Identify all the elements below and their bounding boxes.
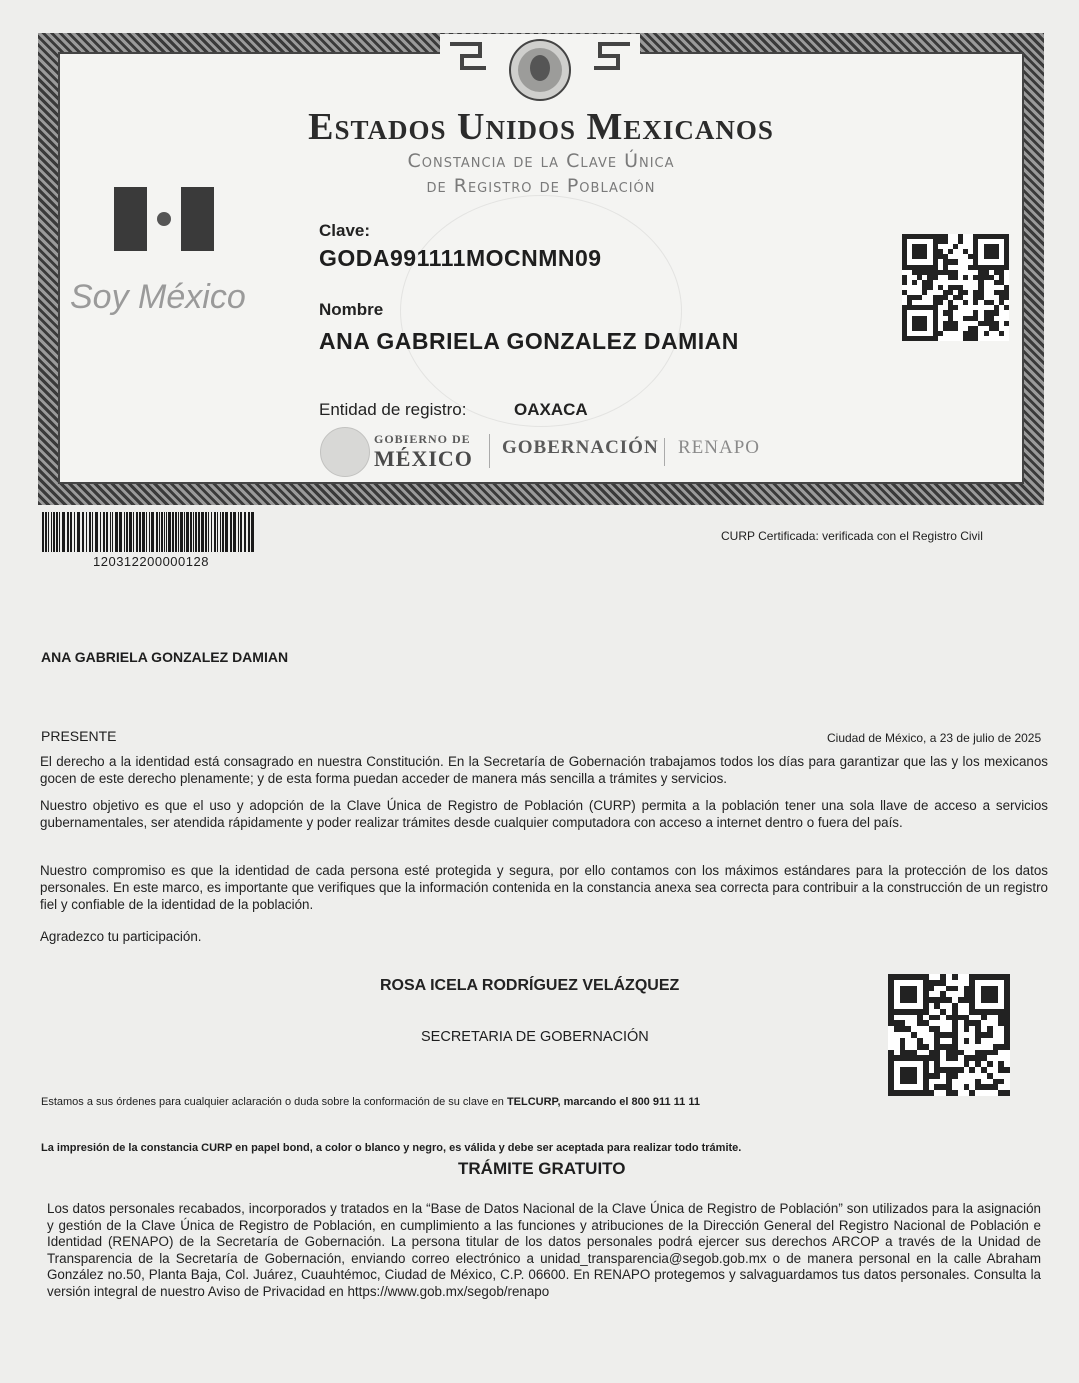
coat-of-arms-icon [440, 34, 640, 106]
entidad-label: Entidad de registro: [319, 400, 467, 419]
certified-note: CURP Certificada: verificada con el Registro Civil [721, 529, 983, 543]
logo-divider [489, 434, 490, 468]
curp-value: GODA991111MOCNMN09 [319, 245, 602, 271]
gobernacion-logo: GOBERNACIÓN [502, 437, 659, 458]
contact-text: Estamos a sus órdenes para cualquier aclaración o duda sobre la conformación de su clave en [41, 1096, 504, 1108]
free-procedure-label: TRÁMITE GRATUITO [458, 1159, 626, 1178]
barcode [42, 512, 254, 552]
gobierno-logo-line1: GOBIERNO DE [374, 432, 471, 446]
gobierno-logo-line2: MÉXICO [374, 446, 473, 471]
letter-recipient: ANA GABRIELA GONZALEZ DAMIAN [41, 649, 289, 665]
entidad-value: OAXACA [514, 400, 588, 419]
print-validity-note: La impresión de la constancia CURP en papel bond, a color o blanco y negro, es válida y debe ser aceptada para realizar todo trámite. [41, 1142, 742, 1154]
barcode-number: 120312200000128 [93, 554, 209, 569]
slogan: Soy México [70, 278, 246, 316]
watermark-seal [400, 195, 682, 427]
privacy-notice: Los datos personales recabados, incorporados y tratados en la “Base de Datos Nacional de la Clave Única de Registro de Población” son utilizados para la asignación y gestión de la Clave Única de Registro de Población, en cumplimiento a las funciones y atribuciones de la Dirección General del Registro Nacional de Población e Identidad (RENAPO) de la Secretaría de Gobernación. La persona titular de los datos personales podrá ejercer sus derechos ARCOP a través de la Unidad de Transparencia de la Secretaría de Gobernación, enviando correo electrónico a unidad_transparencia@segob.gob.mx o de manera personal en la calle Abraham González no.50, Planta Baja, Col. Juárez, Cuauhtémoc, Ciudad de México, C.P. 06600. En RENAPO protegemos y salvaguardamos tus datos personales. Consulta la versión integral de nuestro Aviso de Privacidad en https://www.gob.mx/segob/renapo [47, 1201, 1041, 1299]
document-subtitle-line2: de Registro de Población [426, 175, 656, 197]
mexico-flag-icon [114, 187, 214, 251]
qr-code-icon [888, 974, 1010, 1096]
place-date: Ciudad de México, a 23 de julio de 2025 [827, 731, 1042, 745]
presente-label: PRESENTE [41, 728, 117, 744]
logo-divider [664, 438, 665, 466]
contact-line [41, 1096, 700, 1108]
document-subtitle-line1: Constancia de la Clave Única [407, 150, 675, 172]
paragraph-commitment: Nuestro compromiso es que la identidad de cada persona esté protegida y segura, por ello contamos con los máximos estándares para la protección de los datos personales. En este marco, es importante que verifiques que la información contenida en la constancia anexa sea correcta para contribuir a la construcción de un registro fiel y confiable de la identidad de la población. [40, 863, 1048, 912]
gobierno-seal-icon [320, 427, 370, 477]
paragraph-identity: El derecho a la identidad está consagrado en nuestra Constitución. En la Secretaría de Gobernación trabajamos todos los días para garantizar que las y los mexicanos gocen de este derecho plenamente; y de esta forma puedan acceder de manera más sencilla a trámites y servicios. [40, 754, 1048, 786]
telcurp-phone: TELCURP, marcando el 800 911 11 11 [506, 1096, 700, 1108]
qr-code-icon [902, 234, 1009, 341]
nombre-label: Nombre [319, 300, 384, 319]
document-title: Estados Unidos Mexicanos [308, 106, 774, 148]
thanks-text: Agradezco tu participación. [40, 929, 202, 944]
signer-name: ROSA ICELA RODRÍGUEZ VELÁZQUEZ [380, 977, 680, 994]
signer-title: SECRETARIA DE GOBERNACIÓN [421, 1029, 649, 1045]
clave-label: Clave: [319, 221, 371, 240]
renapo-logo: RENAPO [678, 437, 761, 458]
nombre-value: ANA GABRIELA GONZALEZ DAMIAN [319, 328, 739, 354]
paragraph-objective: Nuestro objetivo es que el uso y adopción de la Clave Única de Registro de Población (CURP) permita a la población tener una sola llave de acceso a servicios gubernamentales, ser atendida rápidamente y poder realizar trámites desde cualquier computadora con acceso a internet dentro o fuera del país. [40, 798, 1048, 830]
